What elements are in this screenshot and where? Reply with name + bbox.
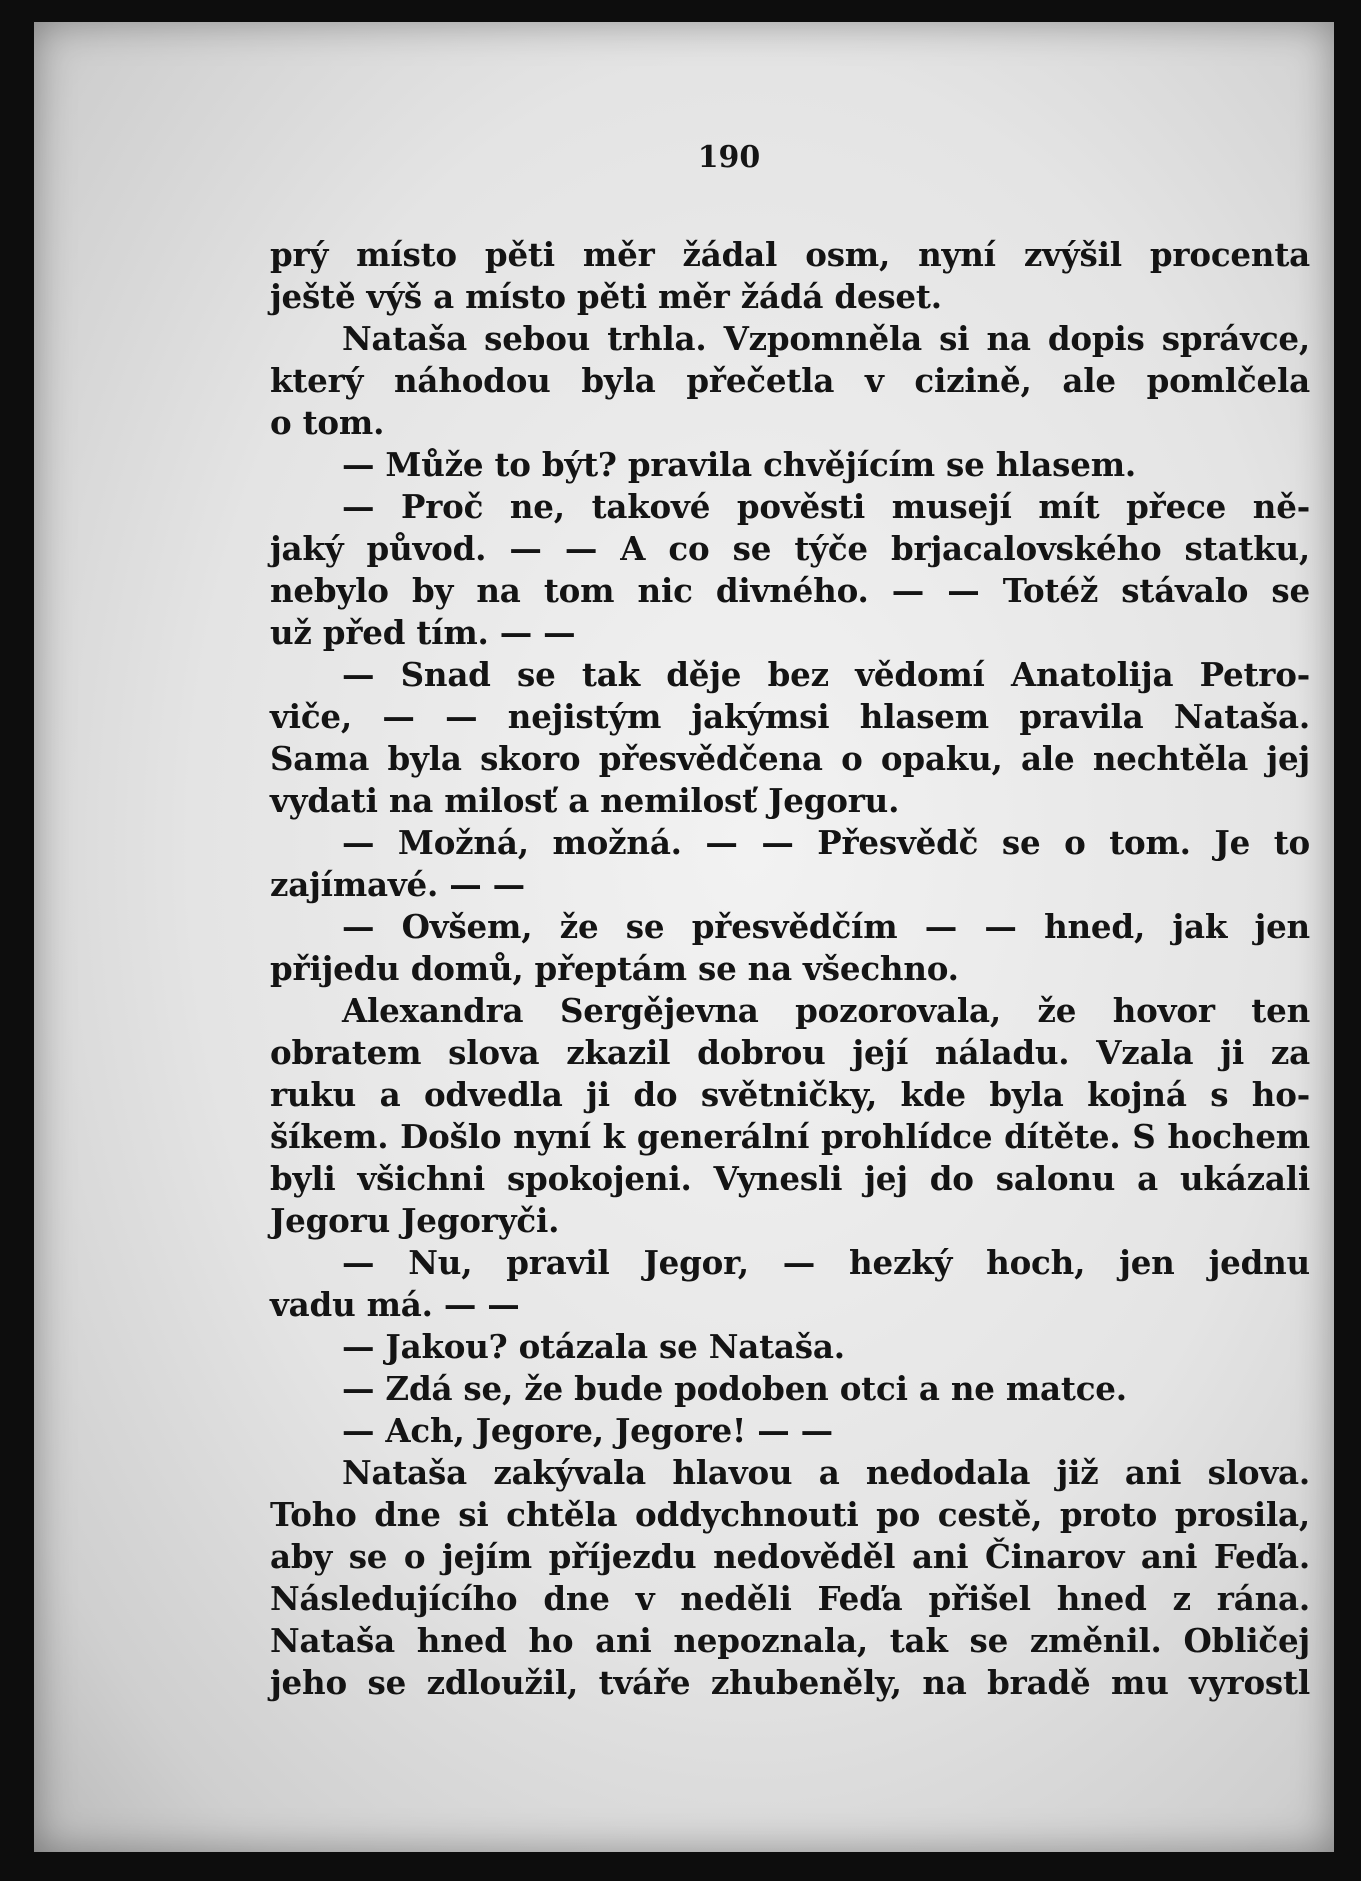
text-line: ještě výš a místo pěti měr žádá deset.: [270, 277, 942, 316]
book-page: [34, 22, 1334, 1852]
text-line: už před tím. — —: [270, 613, 576, 652]
text-line: viče, — — nejistým jakýmsi hlasem pravila Nataša.: [270, 697, 1310, 736]
text-line: ruku a odvedla ji do světničky, kde byla kojná s ho-: [270, 1075, 1310, 1114]
text-line: který náhodou byla přečetla v cizině, ale pomlčela: [270, 361, 1310, 400]
text-line: jaký původ. — — A co se týče brjacalovského statku,: [270, 529, 1310, 568]
text-line: Nataša hned ho ani nepoznala, tak se změnil. Obličej: [270, 1621, 1310, 1660]
text-line: — Jakou? otázala se Nataša.: [342, 1327, 845, 1366]
text-line: prý místo pěti měr žádal osm, nyní zvýšil procenta: [270, 235, 1310, 274]
text-line: Jegoru Jegoryči.: [270, 1201, 560, 1240]
text-line: Nataša zakývala hlavou a nedodala již ani slova.: [342, 1453, 1310, 1492]
text-line: — Ach, Jegore, Jegore! — —: [342, 1411, 833, 1450]
text-line: přijedu domů, přeptám se na všechno.: [270, 949, 959, 988]
body-text: [270, 234, 1310, 1704]
text-line: — Může to být? pravila chvějícím se hlasem.: [342, 445, 1137, 484]
text-line: jeho se zdloužil, tváře zhubeněly, na bradě mu vyrostl: [270, 1663, 1310, 1702]
text-line: šíkem. Došlo nyní k generální prohlídce dítěte. S hochem: [270, 1117, 1310, 1156]
text-line: Nataša sebou trhla. Vzpomněla si na dopis správce,: [342, 319, 1310, 358]
text-line: — Proč ne, takové pověsti musejí mít přece ně-: [342, 487, 1310, 526]
text-line: — Nu, pravil Jegor, — hezký hoch, jen jednu: [342, 1243, 1310, 1282]
text-line: byli všichni spokojeni. Vynesli jej do salonu a ukázali: [270, 1159, 1310, 1198]
text-line: — Snad se tak děje bez vědomí Anatolija Petro-: [342, 655, 1310, 694]
text-line: zajímavé. — —: [270, 865, 525, 904]
text-line: vadu má. — —: [270, 1285, 520, 1324]
text-line: Sama byla skoro přesvědčena o opaku, ale nechtěla jej: [270, 739, 1310, 778]
text-line: — Zdá se, že bude podoben otci a ne matce.: [342, 1369, 1127, 1408]
text-line: Toho dne si chtěla oddychnouti po cestě, proto prosila,: [270, 1495, 1310, 1534]
page-number: 190: [697, 140, 761, 175]
text-line: o tom.: [270, 403, 385, 442]
text-line: — Ovšem, že se přesvědčím — — hned, jak jen: [342, 907, 1310, 946]
text-line: vydati na milosť a nemilosť Jegoru.: [270, 781, 900, 820]
text-line: — Možná, možná. — — Přesvědč se o tom. Je to: [342, 823, 1310, 862]
text-line: nebylo by na tom nic divného. — — Totéž stávalo se: [270, 571, 1310, 610]
text-line: obratem slova zkazil dobrou její náladu. Vzala ji za: [270, 1033, 1310, 1072]
text-line: Následujícího dne v neděli Feďa přišel hned z rána.: [270, 1579, 1310, 1618]
text-line: Alexandra Sergějevna pozorovala, že hovor ten: [342, 991, 1310, 1030]
text-line: aby se o jejím příjezdu nedověděl ani Činarov ani Feďa.: [270, 1537, 1310, 1576]
